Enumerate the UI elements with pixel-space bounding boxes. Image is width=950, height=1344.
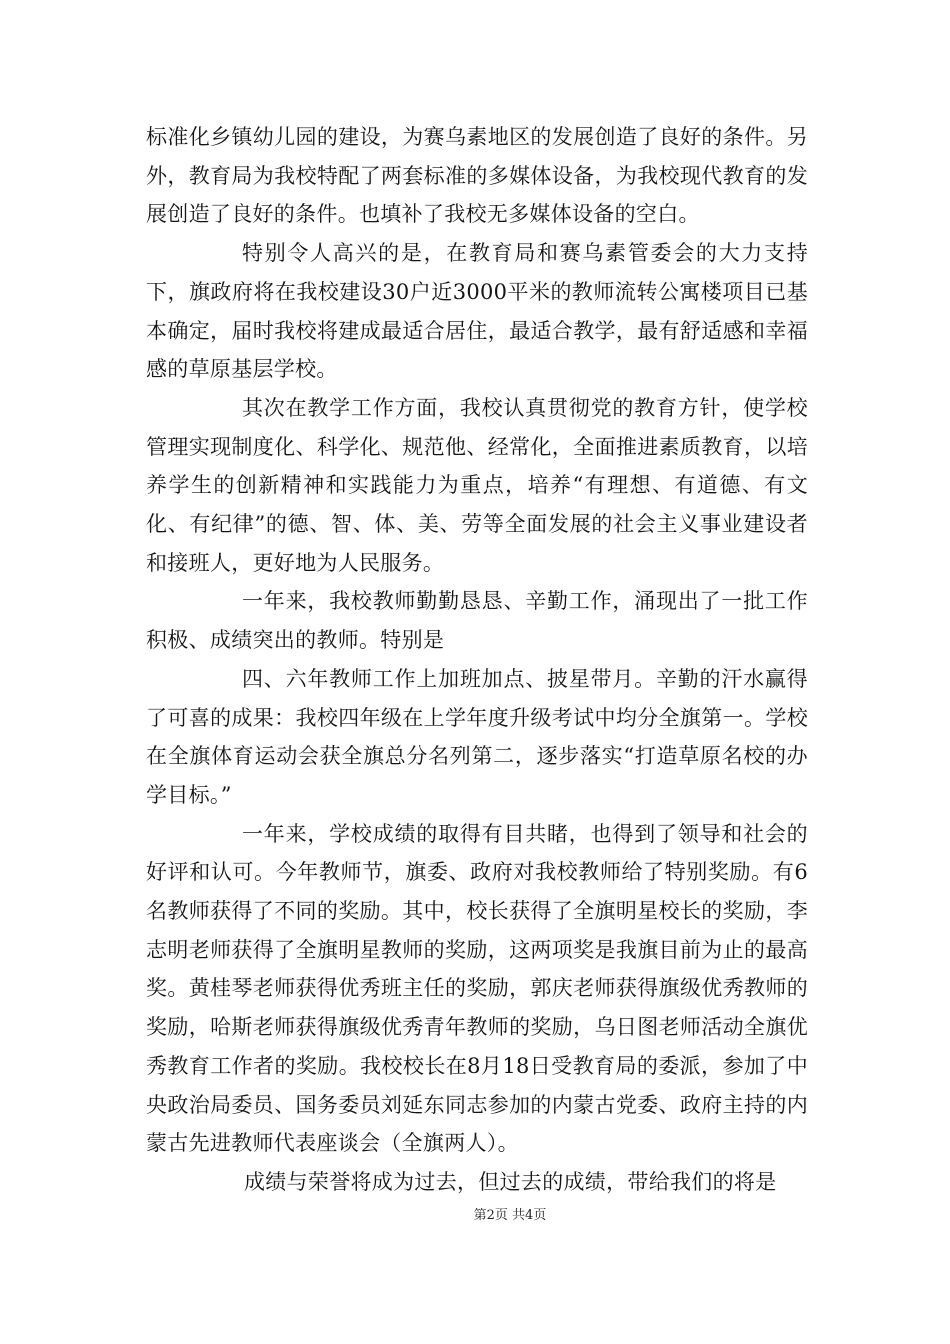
paragraph-5: 四、六年教师工作上加班加点、披星带月。辛勤的汗水赢得了可喜的成果：我校四年级在上学年度升级考试中均分全旗第一。学校在全旗体育运动会获全旗总分名列第二，逐步落实“打造草原名校的办学目标。”	[146, 666, 808, 807]
paragraph-4: 一年来，我校教师勤勤恳恳、辛勤工作，涌现出了一批工作积极、成绩突出的教师。特别是	[146, 589, 808, 653]
paragraph-2: 特别令人高兴的是，在教育局和赛乌素管委会的大力支持下，旗政府将在我校建设30户近3000平米的教师流转公寓楼项目已基本确定，届时我校将建成最适合居住，最适合教学，最有舒适感和幸福感的草原基层学校。	[146, 241, 808, 382]
paragraph-1: 标准化乡镇幼儿园的建设，为赛乌素地区的发展创造了良好的条件。另外，教育局为我校特配了两套标准的多媒体设备，为我校现代教育的发展创造了良好的条件。也填补了我校无多媒体设备的空白。	[146, 125, 808, 227]
paragraph-7: 成绩与荣誉将成为过去，但过去的成绩，带给我们的将是	[244, 1169, 777, 1194]
page-number-footer: 第2页 共4页	[473, 1208, 547, 1223]
document-body	[146, 118, 808, 1202]
paragraph-3: 其次在教学工作方面，我校认真贯彻党的教育方针，使学校管理实现制度化、科学化、规范他、经常化，全面推进素质教育，以培养学生的创新精神和实践能力为重点，培养“有理想、有道德、有文化、有纪律”的德、智、体、美、劳等全面发展的社会主义事业建设者和接班人，更好地为人民服务。	[146, 395, 808, 575]
paragraph-6: 一年来，学校成绩的取得有目共睹，也得到了领导和社会的好评和认可。今年教师节，旗委、政府对我校教师给了特别奖励。有6名教师获得了不同的奖励。其中，校长获得了全旗明星校长的奖励，李志明老师获得了全旗明星教师的奖励，这两项奖是我旗目前为止的最高奖。黄桂琴老师获得优秀班主任的奖励，郭庆老师获得旗级优秀教师的奖励，哈斯老师获得旗级优秀青年教师的奖励，乌日图老师活动全旗优秀教育工作者的奖励。我校校长在8月18日受教育局的委派，参加了中央政治局委员、国务委员刘延东同志参加的内蒙古党委、政府主持的内蒙古先进教师代表座谈会（全旗两人）。	[146, 821, 808, 1156]
